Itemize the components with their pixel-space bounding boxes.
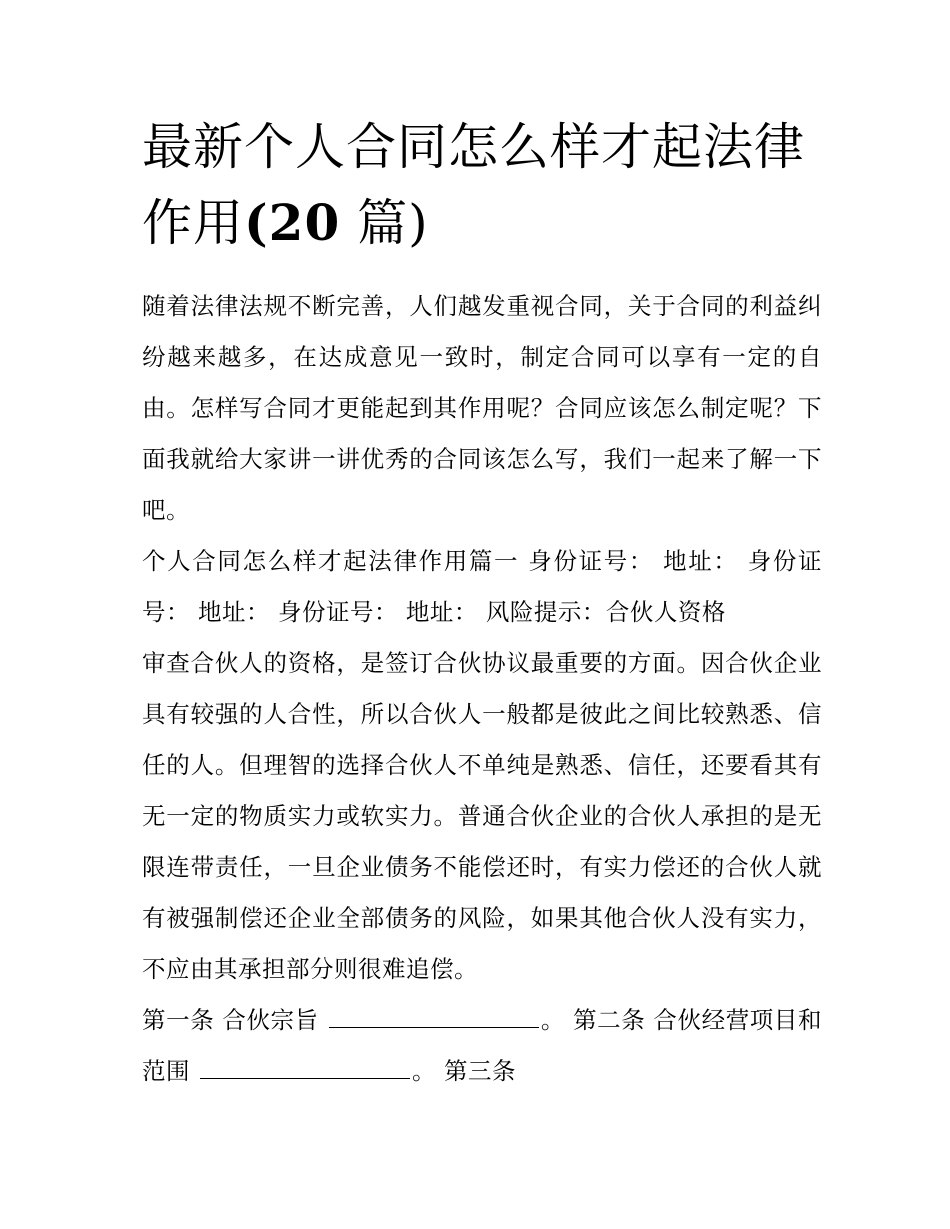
article1-end: 。 bbox=[540, 1006, 566, 1034]
intro-paragraph: 随着法律法规不断完善，人们越发重视合同，关于合同的利益纠纷越来越多，在达成意见一致时，制定合同可以享有一定的自由。怎样写合同才更能起到其作用呢？合同应该怎么制定呢？下面我就给大家讲一讲优秀的合同该怎么写，我们一起来了解一下吧。 bbox=[142, 292, 822, 524]
document-title bbox=[142, 110, 822, 261]
article3-label: 第三条 bbox=[435, 1057, 516, 1085]
section1-heading: 个人合同怎么样才起法律作用篇一 身份证号： 地址： 身份证号： 地址： 身份证号： 地址： 风险提示：合伙人资格 bbox=[142, 547, 822, 626]
section1-body: 审查合伙人的资格，是签订合伙协议最重要的方面。因合伙企业具有较强的人合性，所以合伙人一般都是彼此之间比较熟悉、信任的人。但理智的选择合伙人不单纯是熟悉、信任，还要看其有无一定的物质实力或软实力。普通合伙企业的合伙人承担的是无限连带责任，一旦企业债务不能偿还时，有实力偿还的合伙人就有被强制偿还企业全部债务的风险，如果其他合伙人没有实力，不应由其承担部分则很难追偿。 bbox=[142, 649, 822, 983]
article2-label: 第二条 合伙经营项目和范围 bbox=[142, 1006, 822, 1085]
article2-end: 。 bbox=[411, 1057, 436, 1085]
article2-blank-line bbox=[200, 1058, 410, 1079]
title-text: 最新个人合同怎么样才起法律作用 bbox=[142, 118, 805, 252]
document-page bbox=[142, 110, 822, 1097]
article1-label: 第一条 合伙宗旨 bbox=[142, 1006, 319, 1034]
articles-paragraph bbox=[142, 995, 822, 1097]
title-count: (20 bbox=[244, 193, 341, 252]
title-suffix: 篇) bbox=[340, 194, 429, 252]
article1-blank-line bbox=[329, 1007, 539, 1028]
